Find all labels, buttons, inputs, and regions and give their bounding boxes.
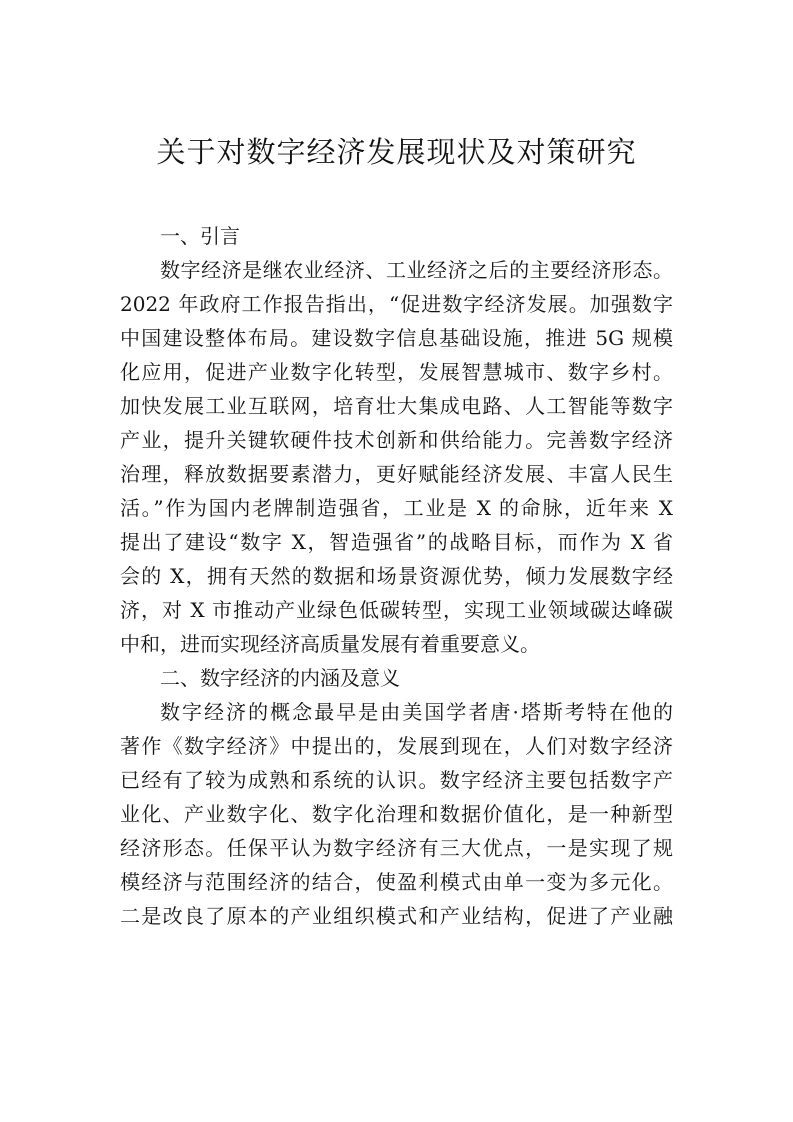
paragraph-line: 数字经济的概念最早是由美国学者唐·塔斯考特在他的 — [160, 700, 673, 724]
paragraph-line: 中国建设整体布局。建设数字信息基础设施，推进 5G 规模 — [120, 326, 673, 350]
paragraph-line: 模经济与范围经济的结合，使盈利模式由单一变为多元化。 — [120, 870, 673, 894]
paragraph-line: 产业，提升关键软硬件技术创新和供给能力。完善数字经济 — [120, 428, 673, 452]
paragraph-line: 数字经济是继农业经济、工业经济之后的主要经济形态。 — [160, 258, 673, 282]
paragraph-line: 著作《数字经济》中提出的，发展到现在，人们对数字经济 — [120, 734, 673, 758]
paragraph-line: 业化、产业数字化、数字化治理和数据价值化，是一种新型 — [120, 802, 673, 826]
paragraph-line: 中和，进而实现经济高质量发展有着重要意义。 — [120, 632, 540, 656]
section-heading-introduction: 一、引言 — [160, 224, 240, 248]
document-title: 关于对数字经济发展现状及对策研究 — [156, 135, 637, 169]
paragraph-line: 经济形态。任保平认为数字经济有三大优点，一是实现了规 — [120, 836, 673, 860]
paragraph-line: 2022 年政府工作报告指出，“促进数字经济发展。加强数字 — [120, 292, 673, 316]
paragraph-line: 化应用，促进产业数字化转型，发展智慧城市、数字乡村。 — [120, 360, 673, 384]
paragraph-line: 加快发展工业互联网，培育壮大集成电路、人工智能等数字 — [120, 394, 673, 418]
paragraph-line: 活。”作为国内老牌制造强省，工业是 X 的命脉，近年来 X — [120, 496, 673, 520]
paragraph-line: 提出了建设“数字 X，智造强省”的战略目标，而作为 X 省 — [120, 530, 673, 554]
paragraph-line: 会的 X，拥有天然的数据和场景资源优势，倾力发展数字经 — [120, 564, 673, 588]
paragraph-line: 治理，释放数据要素潜力，更好赋能经济发展、丰富人民生 — [120, 462, 673, 486]
paragraph-line: 二是改良了原本的产业组织模式和产业结构，促进了产业融 — [120, 904, 673, 928]
paragraph-line: 济，对 X 市推动产业绿色低碳转型，实现工业领域碳达峰碳 — [120, 598, 673, 622]
document-body — [120, 219, 673, 933]
section-heading-connotation: 二、数字经济的内涵及意义 — [160, 666, 400, 690]
paragraph-line: 已经有了较为成熟和系统的认识。数字经济主要包括数字产 — [120, 768, 673, 792]
